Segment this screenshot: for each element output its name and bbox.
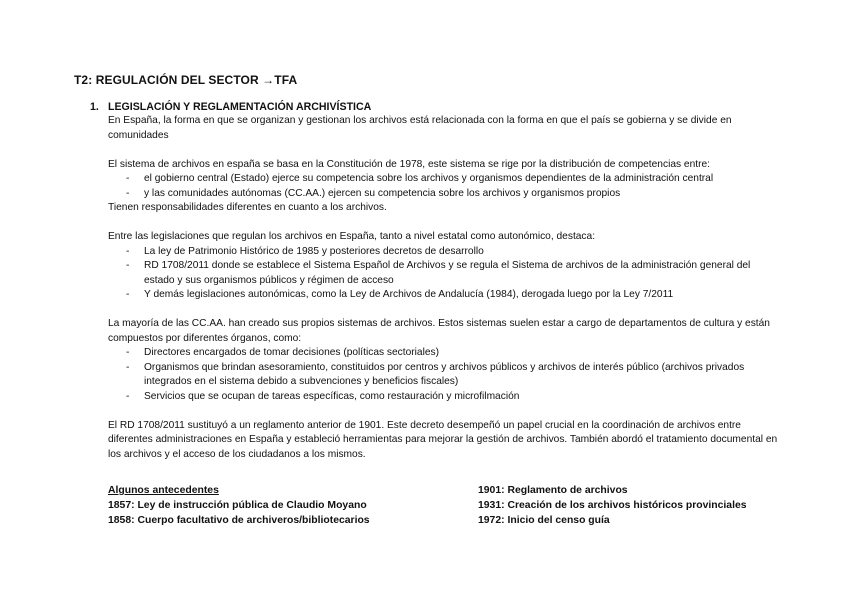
dash-marker: - — [126, 289, 130, 300]
list-item: - Directores encargados de tomar decisiones (políticas sectoriales) — [108, 346, 780, 361]
dash-marker: - — [126, 245, 130, 257]
list-item: - Organismos que brindan asesoramiento, constituidos por centros y archivos públicos y archivos de interés público (archivos privados integrados en el sistema debido a subvenciones y beneficios fiscales) — [126, 361, 745, 387]
antecedentes-heading: Algunos antecedentes — [108, 485, 219, 496]
page-title: T2: REGULACIÓN DEL SECTOR →TFA — [74, 73, 298, 87]
antecedentes-left-column — [108, 483, 468, 528]
list-item: - RD 1708/2011 donde se establece el Sistema Español de Archivos y se regula el Sistema de archivos de la administración general del estado y sus organismos públicos y régimen de acceso — [126, 260, 751, 286]
paragraph-4: El RD 1708/2011 sustituyó a un reglamento anterior de 1901. Este decreto desempeñó un papel crucial en la coordinación de archivos entre diferentes administraciones en España y estableció herramientas para mejorar la gestión de archivos. También abordó el tratamiento documental en los archivos y el acceso de los ciudadanos a los mismos. — [108, 419, 778, 460]
dash-marker: - — [126, 173, 130, 184]
list-3 — [108, 346, 780, 404]
section-heading — [90, 101, 780, 114]
list-1 — [108, 172, 780, 201]
dash-marker: - — [126, 187, 130, 199]
antecedente-item: 1857: Ley de instrucción pública de Claudio Moyano — [108, 500, 367, 511]
dash-marker: - — [126, 260, 130, 271]
antecedente-item: 1931: Creación de los archivos históricos provinciales — [478, 500, 747, 511]
antecedentes-right-column — [478, 483, 808, 528]
list-item: - Y demás legislaciones autonómicas, como la Ley de Archivos de Andalucía (1984), derogada luego por la Ley 7/2011 — [108, 288, 780, 303]
list-item: - el gobierno central (Estado) ejerce su competencia sobre los archivos y organismos dependientes de la administración central — [108, 172, 780, 187]
section-number: 1. — [90, 101, 99, 113]
paragraph-2: Entre las legislaciones que regulan los archivos en España, tanto a nivel estatal como autonómico, destaca: — [108, 231, 596, 242]
paragraph-3: La mayoría de las CC.AA. han creado sus propios sistemas de archivos. Estos sistemas suelen estar a cargo de departamentos de cultura y están compuestos por diferentes órganos, como: — [108, 318, 770, 344]
paragraph-1-end: Tienen responsabilidades diferentes en cuanto a los archivos. — [108, 202, 387, 213]
list-item: - y las comunidades autónomas (CC.AA.) ejercen su competencia sobre los archivos y organismos propios — [108, 187, 780, 202]
paragraph-1: El sistema de archivos en españa se basa en la Constitución de 1978, este sistema se rige por la distribución de competencias entre: — [108, 158, 710, 170]
list-item: - La ley de Patrimonio Histórico de 1985 y posteriores decretos de desarrollo — [108, 245, 780, 260]
antecedente-item: 1858: Cuerpo facultativo de archiveros/bibliotecarios — [108, 515, 370, 526]
list-2 — [108, 245, 780, 303]
antecedente-item: 1901: Reglamento de archivos — [478, 485, 628, 496]
dash-marker: - — [126, 390, 130, 402]
section-body — [108, 114, 780, 462]
antecedente-item: 1972: Inicio del censo guía — [478, 515, 610, 526]
dash-marker: - — [126, 347, 130, 358]
dash-marker: - — [126, 361, 130, 373]
section-heading-text: LEGISLACIÓN Y REGLAMENTACIÓN ARCHIVÍSTICA — [108, 101, 372, 113]
list-item: - Servicios que se ocupan de tareas específicas, como restauración y microfilmación — [108, 390, 780, 405]
intro-paragraph: En España, la forma en que se organizan y gestionan los archivos está relacionada con la forma en que el país se gobierna y se divide en comunidades — [108, 115, 732, 141]
section-legislacion — [90, 101, 780, 462]
